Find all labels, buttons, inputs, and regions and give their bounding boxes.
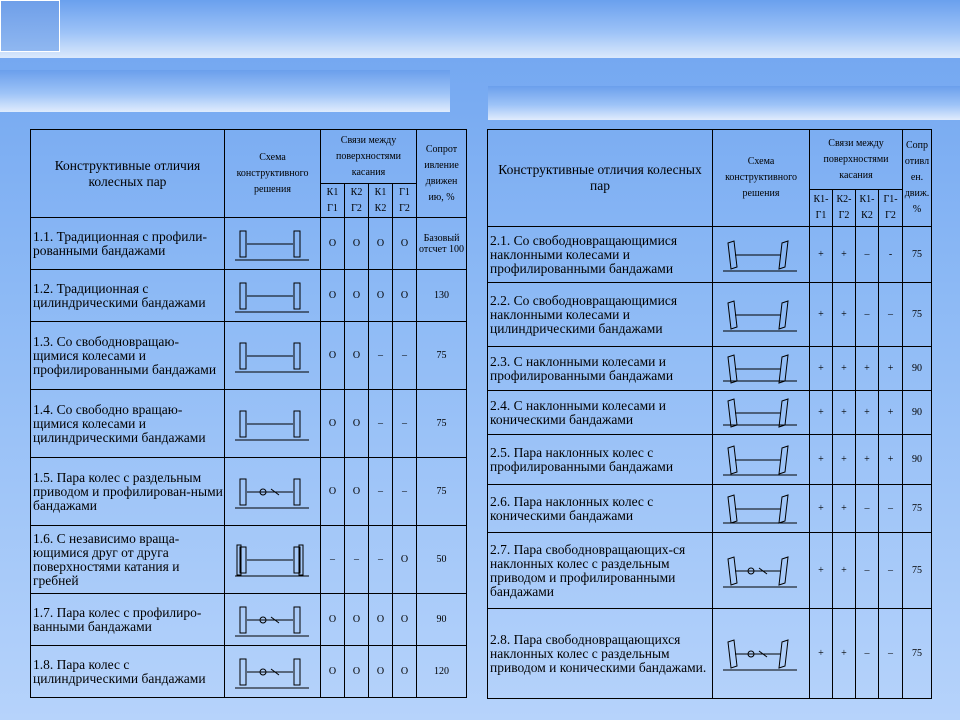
resistance-value: 130 [417, 270, 467, 322]
scheme-cell [225, 526, 321, 594]
resistance-value: 90 [417, 594, 467, 646]
header-pair: К1 Г1 [321, 184, 345, 218]
wheelset-free-cylindrical-icon [229, 402, 317, 446]
table-row [488, 227, 932, 283]
row-name: 2.8. Пара свободновращающихся наклонных колес с раздельным приводом и коническими бандажами. [488, 609, 713, 699]
link-value: – [393, 322, 417, 390]
link-value: + [810, 347, 833, 391]
link-value: – [369, 390, 393, 458]
link-value: + [810, 283, 833, 347]
row-name: 2.5. Пара наклонных колес с профилированными бандажами [488, 435, 713, 485]
scheme-cell [713, 391, 810, 435]
resistance-value: 75 [903, 485, 932, 533]
row-name: 2.1. Со свободновращающимися наклонными колесами и профилированными бандажами [488, 227, 713, 283]
header-name: Конструктивные отличия колесных пар [31, 130, 225, 218]
link-value: – [345, 526, 369, 594]
row-name: 2.6. Пара наклонных колес с коническими бандажами [488, 485, 713, 533]
link-value: О [321, 270, 345, 322]
link-value: – [879, 283, 903, 347]
link-value: + [879, 347, 903, 391]
header-pair: К1- К2 [856, 190, 879, 227]
resistance-value: 75 [903, 283, 932, 347]
header-pair: К1 К2 [369, 184, 393, 218]
row-name: 1.7. Пара колес с профилиро-ванными бандажами [31, 594, 225, 646]
resistance-value: 75 [903, 609, 932, 699]
inclined-profiled-icon [717, 351, 805, 387]
link-value: О [345, 594, 369, 646]
header-pair: К1- Г1 [810, 190, 833, 227]
scheme-cell [713, 227, 810, 283]
row-name: 1.6. С независимо враща-ющимися друг от друга поверхностями катания и гребней [31, 526, 225, 594]
scheme-cell [713, 283, 810, 347]
link-value: О [321, 458, 345, 526]
header-pair: Г1- Г2 [879, 190, 903, 227]
link-value: – [856, 283, 879, 347]
header-resistance: Сопр отивл ен. движ. % [903, 130, 932, 227]
inclined-pair-conical-icon [717, 489, 805, 529]
table-row [31, 218, 467, 270]
resistance-value: 75 [417, 458, 467, 526]
inclined-separate-conical-icon [717, 632, 805, 676]
wheelset-free-profiled-icon [229, 334, 317, 378]
resistance-value: 90 [903, 347, 932, 391]
inclined-pair-profiled-icon [717, 439, 805, 481]
resistance-value: 75 [417, 322, 467, 390]
link-value: О [369, 218, 393, 270]
title-band [0, 0, 960, 58]
row-name: 1.2. Традиционная с цилиндрическими бандажами [31, 270, 225, 322]
resistance-value: 75 [417, 390, 467, 458]
inclined-free-cylindrical-icon [717, 293, 805, 337]
table-row [488, 609, 932, 699]
scheme-cell [225, 458, 321, 526]
inclined-conical-icon [717, 395, 805, 431]
subtitle-band-right [488, 86, 960, 120]
resistance-value: 75 [903, 533, 932, 609]
wheelset-gear-profiled-icon [229, 598, 317, 642]
scheme-cell [225, 218, 321, 270]
wheelset-independent-flange-icon [229, 538, 317, 582]
link-value: – [879, 609, 903, 699]
row-name: 1.4. Со свободно вращаю-щимися колесами и цилиндрическими бандажами [31, 390, 225, 458]
row-name: 1.1. Традиционная с профили-рованными бандажами [31, 218, 225, 270]
link-value: + [833, 391, 856, 435]
header-pair: К2 Г2 [345, 184, 369, 218]
left-wheelset-table [30, 129, 467, 698]
link-value: О [345, 646, 369, 698]
scheme-cell [225, 390, 321, 458]
link-value: О [345, 322, 369, 390]
resistance-value: 90 [903, 435, 932, 485]
scheme-cell [713, 609, 810, 699]
scheme-cell [713, 533, 810, 609]
row-name: 2.2. Со свободновращающимися наклонными колесами и цилиндрическими бандажами [488, 283, 713, 347]
link-value: – [879, 533, 903, 609]
row-name: 1.3. Со свободновращаю-щимися колесами и профилированными бандажами [31, 322, 225, 390]
scheme-cell [225, 270, 321, 322]
link-value: – [856, 485, 879, 533]
header-resistance: Сопрот ивление движен ию, % [417, 130, 467, 218]
link-value: + [810, 435, 833, 485]
link-value: О [345, 270, 369, 322]
link-value: + [856, 435, 879, 485]
inclined-separate-drive-icon [717, 549, 805, 593]
link-value: + [833, 227, 856, 283]
table-row [488, 485, 932, 533]
link-value: + [810, 609, 833, 699]
header-links: Связи между поверхностями касания [321, 130, 417, 184]
right-wheelset-table [487, 129, 932, 699]
link-value: + [856, 391, 879, 435]
link-value: О [321, 390, 345, 458]
row-name: 1.8. Пара колес с цилиндрическими бандажами [31, 646, 225, 698]
link-value: + [833, 533, 856, 609]
link-value: О [345, 218, 369, 270]
link-value: – [369, 526, 393, 594]
link-value: – [369, 458, 393, 526]
corner-decoration [0, 0, 60, 52]
scheme-cell [713, 485, 810, 533]
link-value: + [833, 347, 856, 391]
link-value: О [393, 270, 417, 322]
link-value: О [393, 526, 417, 594]
link-value: О [369, 646, 393, 698]
table-row [488, 435, 932, 485]
link-value: О [321, 218, 345, 270]
row-name: 2.3. С наклонными колесами и профилированными бандажами [488, 347, 713, 391]
row-name: 2.4. С наклонными колесами и коническими бандажами [488, 391, 713, 435]
resistance-value: 120 [417, 646, 467, 698]
link-value: + [833, 283, 856, 347]
scheme-cell [713, 435, 810, 485]
header-scheme: Схема конструктивного решения [713, 130, 810, 227]
scheme-cell [225, 594, 321, 646]
scheme-cell [225, 322, 321, 390]
header-pair: Г1 Г2 [393, 184, 417, 218]
link-value: - [879, 227, 903, 283]
table-row [31, 322, 467, 390]
link-value: – [393, 458, 417, 526]
inclined-free-profiled-icon [717, 233, 805, 277]
link-value: О [321, 322, 345, 390]
row-name: 2.7. Пара свободновращающих-ся наклонных колес с раздельным приводом и профилированными бандажами [488, 533, 713, 609]
link-value: – [856, 533, 879, 609]
wheelset-gear-cylindrical-icon [229, 650, 317, 694]
table-row [488, 347, 932, 391]
row-name: 1.5. Пара колес с раздельным приводом и профилирован-ными бандажами [31, 458, 225, 526]
link-value: – [369, 322, 393, 390]
link-value: + [810, 533, 833, 609]
link-value: О [345, 458, 369, 526]
link-value: + [810, 391, 833, 435]
link-value: + [856, 347, 879, 391]
table-row [31, 646, 467, 698]
resistance-value: 50 [417, 526, 467, 594]
link-value: О [345, 390, 369, 458]
scheme-cell [225, 646, 321, 698]
header-links: Связи между поверхностями касания [810, 130, 903, 190]
link-value: О [321, 594, 345, 646]
link-value: О [393, 646, 417, 698]
header-name: Конструктивные отличия колесных пар [488, 130, 713, 227]
link-value: + [879, 391, 903, 435]
header-scheme: Схема конструктивного решения [225, 130, 321, 218]
link-value: – [879, 485, 903, 533]
link-value: О [393, 594, 417, 646]
table-row [488, 533, 932, 609]
link-value: – [856, 609, 879, 699]
scheme-cell [713, 347, 810, 391]
link-value: + [810, 485, 833, 533]
header-pair: К2- Г2 [833, 190, 856, 227]
link-value: О [369, 594, 393, 646]
link-value: + [833, 485, 856, 533]
table-row [31, 458, 467, 526]
table-row [31, 526, 467, 594]
table-row [31, 270, 467, 322]
link-value: + [810, 227, 833, 283]
link-value: О [369, 270, 393, 322]
link-value: + [879, 435, 903, 485]
table-row [488, 283, 932, 347]
resistance-value: 90 [903, 391, 932, 435]
wheelset-cylindrical-icon [229, 274, 317, 318]
table-row [31, 594, 467, 646]
link-value: – [856, 227, 879, 283]
table-row [488, 391, 932, 435]
resistance-value: 75 [903, 227, 932, 283]
link-value: + [833, 609, 856, 699]
wheelset-separate-drive-icon [229, 470, 317, 514]
link-value: О [321, 646, 345, 698]
link-value: О [393, 218, 417, 270]
link-value: – [321, 526, 345, 594]
link-value: + [833, 435, 856, 485]
link-value: – [393, 390, 417, 458]
wheelset-profiled-icon [229, 222, 317, 266]
resistance-value: Базовый отсчет 100 [417, 218, 467, 270]
table-row [31, 390, 467, 458]
subtitle-band-left [0, 70, 450, 112]
